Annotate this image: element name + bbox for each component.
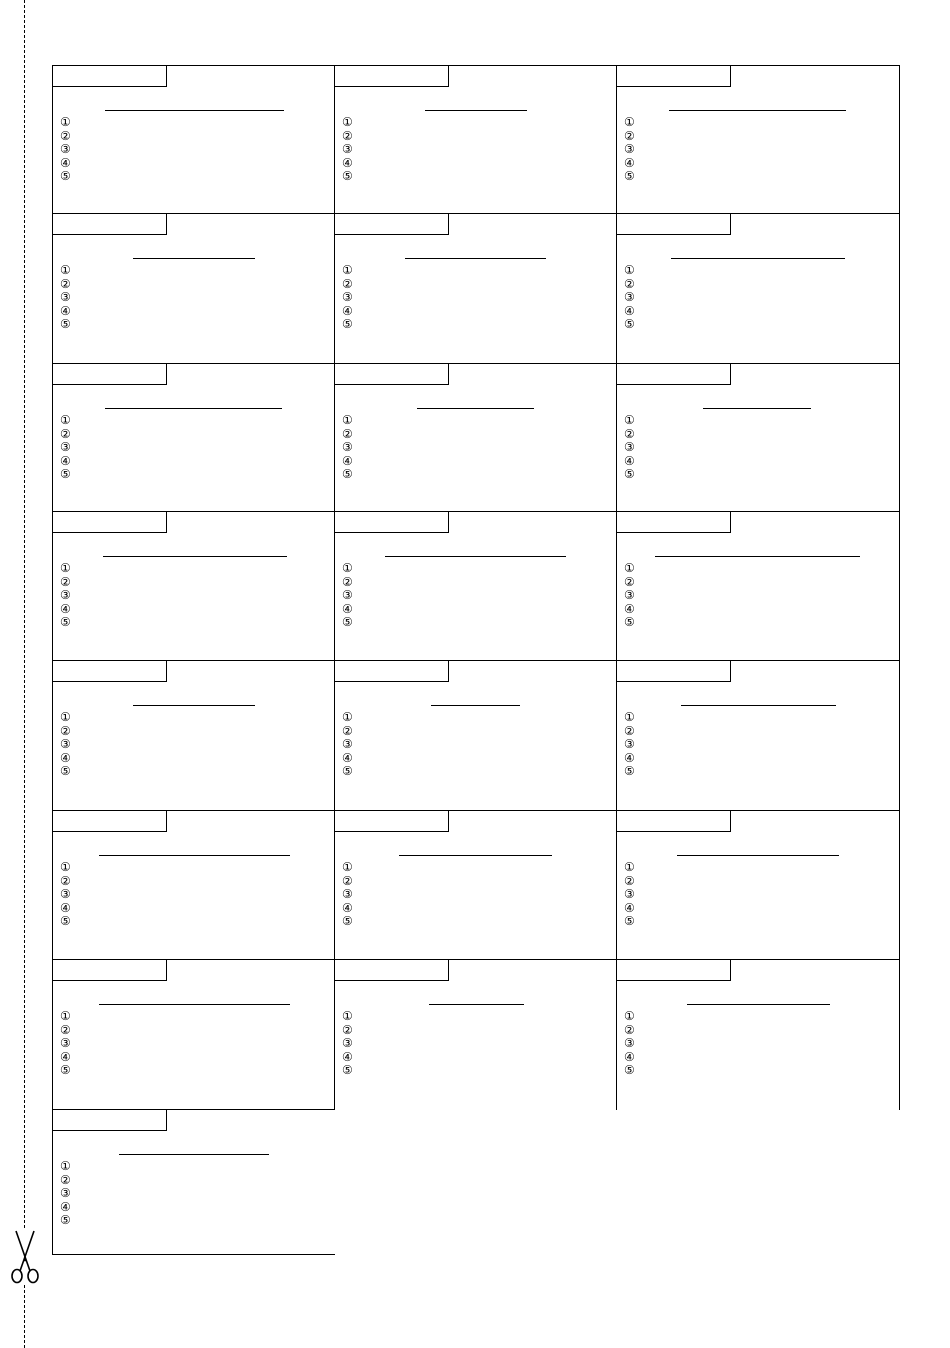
scissors-icon	[9, 1229, 41, 1285]
choice-marker: ②	[342, 128, 353, 143]
question-number-box	[53, 1110, 167, 1131]
choice-marker: ④	[60, 750, 71, 765]
choice-marker: ⑤	[342, 764, 353, 779]
question-number-box	[53, 512, 167, 533]
choice-list	[60, 1010, 71, 1078]
choice-marker: ③	[342, 588, 353, 603]
choice-marker: ③	[342, 1036, 353, 1051]
question-cell	[52, 810, 335, 960]
choice-marker: ⑤	[624, 615, 635, 630]
choice-marker: ⑤	[60, 317, 71, 332]
choice-marker: ③	[60, 1186, 71, 1201]
answer-blank-line	[681, 705, 836, 706]
choice-marker: ④	[624, 155, 635, 170]
question-cell	[334, 959, 617, 1110]
choice-marker: ②	[60, 723, 71, 738]
question-cell	[52, 363, 335, 512]
choice-list	[60, 1160, 71, 1228]
question-number-box	[617, 66, 731, 87]
choice-marker: ②	[624, 426, 635, 441]
choice-marker: ⑤	[342, 317, 353, 332]
choice-marker: ④	[60, 900, 71, 915]
choice-marker: ④	[60, 1049, 71, 1064]
choice-list	[342, 562, 353, 630]
choice-marker: ①	[342, 710, 353, 724]
question-number-box	[617, 661, 731, 682]
question-cell	[52, 959, 335, 1110]
choice-marker: ③	[60, 737, 71, 752]
choice-marker: ②	[60, 873, 71, 888]
answer-blank-line	[417, 408, 534, 409]
choice-marker: ③	[624, 588, 635, 603]
answer-blank-line	[99, 1004, 290, 1005]
choice-marker: ⑤	[60, 914, 71, 929]
choice-marker: ④	[60, 601, 71, 616]
answer-blank-line	[133, 258, 255, 259]
choice-marker: ②	[342, 873, 353, 888]
choice-marker: ③	[624, 1036, 635, 1051]
question-number-box	[335, 960, 449, 981]
choice-marker: ①	[624, 263, 635, 277]
question-cell	[616, 65, 900, 214]
choice-marker: ②	[60, 574, 71, 589]
choice-marker: ②	[60, 1022, 71, 1037]
answer-blank-line	[669, 110, 846, 111]
question-cell	[616, 959, 900, 1110]
choice-list	[624, 1010, 635, 1078]
choice-marker: ⑤	[342, 467, 353, 482]
choice-marker: ①	[60, 115, 71, 129]
choice-marker: ④	[624, 453, 635, 468]
choice-marker: ⑤	[60, 1213, 71, 1228]
answer-blank-line	[99, 855, 290, 856]
choice-marker: ②	[342, 723, 353, 738]
question-cell	[616, 511, 900, 661]
choice-marker: ①	[342, 263, 353, 277]
choice-marker: ③	[60, 588, 71, 603]
choice-marker: ③	[624, 440, 635, 455]
choice-marker: ④	[624, 601, 635, 616]
answer-blank-line	[429, 1004, 524, 1005]
question-cell	[334, 660, 617, 811]
choice-list	[342, 711, 353, 779]
choice-marker: ①	[60, 561, 71, 575]
choice-marker: ⑤	[60, 764, 71, 779]
choice-marker: ④	[342, 601, 353, 616]
choice-marker: ③	[342, 887, 353, 902]
answer-blank-line	[105, 408, 282, 409]
choice-marker: ②	[624, 574, 635, 589]
answer-blank-line	[655, 556, 860, 557]
question-cell	[334, 810, 617, 960]
answer-blank-line	[385, 556, 566, 557]
choice-marker: ③	[60, 1036, 71, 1051]
choice-marker: ②	[624, 276, 635, 291]
answer-blank-line	[119, 1154, 269, 1155]
choice-marker: ④	[342, 453, 353, 468]
choice-marker: ②	[624, 128, 635, 143]
choice-marker: ①	[60, 1159, 71, 1173]
choice-list	[342, 861, 353, 929]
choice-marker: ④	[624, 750, 635, 765]
question-number-box	[617, 364, 731, 385]
choice-marker: ③	[342, 440, 353, 455]
choice-marker: ⑤	[342, 1063, 353, 1078]
question-number-box	[617, 512, 731, 533]
choice-marker: ④	[60, 1199, 71, 1214]
question-number-box	[53, 960, 167, 981]
choice-marker: ②	[624, 1022, 635, 1037]
question-number-box	[335, 364, 449, 385]
choice-marker: ③	[60, 440, 71, 455]
choice-marker: ④	[342, 155, 353, 170]
choice-marker: ⑤	[60, 169, 71, 184]
choice-marker: ⑤	[624, 1063, 635, 1078]
question-number-box	[335, 66, 449, 87]
choice-marker: ⑤	[624, 467, 635, 482]
choice-marker: ③	[624, 887, 635, 902]
answer-blank-line	[687, 1004, 830, 1005]
choice-marker: ④	[342, 750, 353, 765]
choice-marker: ⑤	[624, 169, 635, 184]
choice-list	[342, 264, 353, 332]
choice-marker: ②	[342, 276, 353, 291]
question-number-box	[617, 960, 731, 981]
question-cell	[616, 660, 900, 811]
choice-list	[60, 861, 71, 929]
choice-marker: ①	[624, 710, 635, 724]
question-cell	[52, 1109, 335, 1255]
answer-blank-line	[703, 408, 811, 409]
question-cell	[334, 511, 617, 661]
answer-blank-line	[103, 556, 287, 557]
question-cell	[52, 511, 335, 661]
question-cell	[334, 213, 617, 364]
choice-marker: ④	[342, 303, 353, 318]
choice-marker: ④	[624, 1049, 635, 1064]
choice-marker: ③	[60, 887, 71, 902]
choice-marker: ①	[624, 115, 635, 129]
answer-blank-line	[425, 110, 527, 111]
choice-marker: ④	[60, 303, 71, 318]
choice-marker: ①	[624, 561, 635, 575]
choice-marker: ①	[60, 710, 71, 724]
choice-list	[342, 116, 353, 184]
choice-marker: ①	[624, 860, 635, 874]
choice-list	[342, 1010, 353, 1078]
choice-list	[60, 264, 71, 332]
choice-marker: ③	[624, 142, 635, 157]
choice-list	[624, 711, 635, 779]
choice-marker: ②	[342, 1022, 353, 1037]
choice-marker: ④	[342, 1049, 353, 1064]
choice-marker: ④	[60, 155, 71, 170]
choice-marker: ①	[60, 1009, 71, 1023]
choice-marker: ⑤	[342, 615, 353, 630]
question-number-box	[617, 811, 731, 832]
choice-marker: ⑤	[624, 914, 635, 929]
choice-marker: ⑤	[60, 1063, 71, 1078]
choice-marker: ①	[624, 413, 635, 427]
choice-marker: ①	[342, 413, 353, 427]
choice-list	[342, 414, 353, 482]
choice-list	[60, 711, 71, 779]
choice-marker: ④	[624, 303, 635, 318]
question-number-box	[53, 66, 167, 87]
question-number-box	[335, 811, 449, 832]
choice-marker: ①	[60, 413, 71, 427]
choice-marker: ④	[624, 900, 635, 915]
question-number-box	[335, 661, 449, 682]
choice-list	[624, 264, 635, 332]
answer-sheet-grid	[52, 65, 901, 1255]
choice-marker: ②	[342, 574, 353, 589]
choice-marker: ⑤	[60, 615, 71, 630]
answer-blank-line	[399, 855, 552, 856]
question-number-box	[53, 214, 167, 235]
question-number-box	[335, 512, 449, 533]
choice-list	[60, 562, 71, 630]
choice-list	[624, 861, 635, 929]
choice-marker: ①	[60, 860, 71, 874]
choice-marker: ⑤	[624, 317, 635, 332]
choice-marker: ⑤	[624, 764, 635, 779]
question-number-box	[53, 364, 167, 385]
answer-blank-line	[133, 705, 255, 706]
choice-marker: ④	[342, 900, 353, 915]
choice-marker: ①	[342, 561, 353, 575]
question-number-box	[53, 661, 167, 682]
question-cell	[52, 660, 335, 811]
choice-marker: ③	[342, 290, 353, 305]
choice-marker: ①	[60, 263, 71, 277]
choice-marker: ①	[624, 1009, 635, 1023]
cut-line	[24, 0, 25, 1348]
choice-list	[60, 116, 71, 184]
question-cell	[616, 363, 900, 512]
choice-list	[624, 116, 635, 184]
choice-marker: ⑤	[342, 169, 353, 184]
choice-list	[624, 562, 635, 630]
answer-blank-line	[671, 258, 845, 259]
choice-marker: ③	[60, 142, 71, 157]
question-cell	[334, 65, 617, 214]
choice-marker: ①	[342, 115, 353, 129]
question-number-box	[335, 214, 449, 235]
choice-marker: ⑤	[60, 467, 71, 482]
choice-marker: ②	[60, 1172, 71, 1187]
choice-marker: ①	[342, 860, 353, 874]
choice-marker: ②	[60, 128, 71, 143]
choice-marker: ③	[624, 290, 635, 305]
question-cell	[616, 810, 900, 960]
question-cell	[334, 363, 617, 512]
question-number-box	[53, 811, 167, 832]
choice-list	[60, 414, 71, 482]
choice-marker: ③	[624, 737, 635, 752]
choice-marker: ②	[342, 426, 353, 441]
choice-marker: ③	[60, 290, 71, 305]
choice-marker: ③	[342, 737, 353, 752]
question-cell	[52, 65, 335, 214]
choice-marker: ②	[624, 873, 635, 888]
choice-marker: ①	[342, 1009, 353, 1023]
answer-blank-line	[431, 705, 520, 706]
question-cell	[616, 213, 900, 364]
answer-blank-line	[405, 258, 546, 259]
choice-marker: ②	[60, 426, 71, 441]
choice-marker: ②	[60, 276, 71, 291]
choice-marker: ⑤	[342, 914, 353, 929]
answer-blank-line	[677, 855, 839, 856]
choice-marker: ④	[60, 453, 71, 468]
choice-list	[624, 414, 635, 482]
choice-marker: ②	[624, 723, 635, 738]
answer-blank-line	[105, 110, 284, 111]
question-cell	[52, 213, 335, 364]
question-number-box	[617, 214, 731, 235]
choice-marker: ③	[342, 142, 353, 157]
